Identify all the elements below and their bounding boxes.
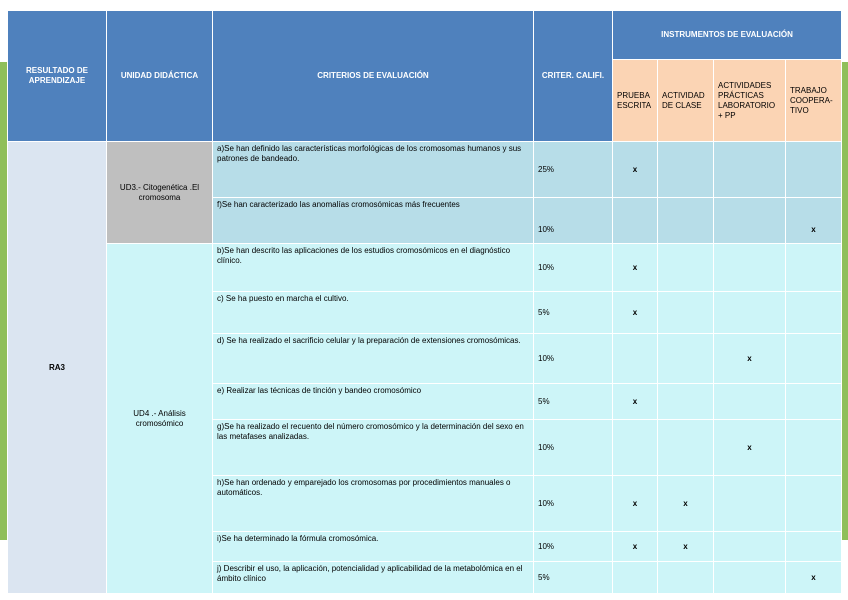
header-actividad-clase: ACTIVIDAD DE CLASE bbox=[658, 60, 714, 142]
header-califica: CRITER. CALIFI. bbox=[534, 11, 613, 142]
mark-actividad bbox=[658, 334, 714, 384]
mark-actividad bbox=[658, 384, 714, 420]
mark-actividad bbox=[658, 292, 714, 334]
header-criterios: CRITERIOS DE EVALUACIÓN bbox=[213, 11, 534, 142]
resultado-ra3: RA3 bbox=[8, 142, 107, 594]
mark-practicas bbox=[714, 142, 786, 198]
mark-prueba bbox=[613, 334, 658, 384]
mark-prueba: x bbox=[613, 292, 658, 334]
mark-prueba: x bbox=[613, 476, 658, 532]
mark-practicas bbox=[714, 244, 786, 292]
mark-actividad bbox=[658, 244, 714, 292]
header-row-top bbox=[8, 11, 842, 60]
criterio-cell: j) Describir el uso, la aplicación, potencialidad y aplicabilidad de la metabolómica en el ámbito clínico bbox=[213, 562, 534, 594]
mark-actividad bbox=[658, 562, 714, 594]
mark-practicas bbox=[714, 476, 786, 532]
mark-trabajo bbox=[786, 476, 842, 532]
mark-prueba bbox=[613, 198, 658, 244]
mark-trabajo: x bbox=[786, 562, 842, 594]
mark-prueba: x bbox=[613, 142, 658, 198]
criterio-cell: i)Se ha determinado la fórmula cromosómica. bbox=[213, 532, 534, 562]
criterio-cell: a)Se han definido las características morfológicas de los cromosomas humanos y sus patrones de bandeado. bbox=[213, 142, 534, 198]
header-resultado: RESULTADO DE APRENDIZAJE bbox=[8, 11, 107, 142]
table-row bbox=[8, 142, 842, 198]
mark-prueba: x bbox=[613, 384, 658, 420]
percent-cell: 10% bbox=[534, 532, 613, 562]
header-trabajo-cooperativo: TRABAJO COOPERA-TIVO bbox=[786, 60, 842, 142]
mark-trabajo bbox=[786, 420, 842, 476]
criterio-cell: h)Se han ordenado y emparejado los cromosomas por procedimientos manuales o automáticos. bbox=[213, 476, 534, 532]
unidad-ud3: UD3.- Citogenética .El cromosoma bbox=[107, 142, 213, 244]
percent-cell: 10% bbox=[534, 198, 613, 244]
percent-cell: 5% bbox=[534, 292, 613, 334]
mark-trabajo: x bbox=[786, 198, 842, 244]
mark-practicas bbox=[714, 532, 786, 562]
header-instrumentos: INSTRUMENTOS DE EVALUACIÓN bbox=[613, 11, 842, 60]
mark-actividad bbox=[658, 420, 714, 476]
criterio-cell: d) Se ha realizado el sacrificio celular y la preparación de extensiones cromosómicas. bbox=[213, 334, 534, 384]
mark-actividad bbox=[658, 198, 714, 244]
criterio-cell: g)Se ha realizado el recuento del número cromosómico y la determinación del sexo en las metafases analizadas. bbox=[213, 420, 534, 476]
mark-actividad: x bbox=[658, 532, 714, 562]
percent-cell: 5% bbox=[534, 562, 613, 594]
mark-practicas bbox=[714, 198, 786, 244]
header-prueba-escrita: PRUEBA ESCRITA bbox=[613, 60, 658, 142]
mark-actividad: x bbox=[658, 476, 714, 532]
percent-cell: 5% bbox=[534, 384, 613, 420]
mark-trabajo bbox=[786, 334, 842, 384]
criterio-cell: f)Se han caracterizado las anomalías cromosómicas más frecuentes bbox=[213, 198, 534, 244]
mark-trabajo bbox=[786, 532, 842, 562]
percent-cell: 25% bbox=[534, 142, 613, 198]
evaluation-table bbox=[7, 10, 842, 594]
mark-practicas bbox=[714, 562, 786, 594]
percent-cell: 10% bbox=[534, 244, 613, 292]
header-unidad: UNIDAD DIDÁCTICA bbox=[107, 11, 213, 142]
criterio-cell: e) Realizar las técnicas de tinción y bandeo cromosómico bbox=[213, 384, 534, 420]
mark-trabajo bbox=[786, 384, 842, 420]
mark-practicas bbox=[714, 384, 786, 420]
criterio-cell: c) Se ha puesto en marcha el cultivo. bbox=[213, 292, 534, 334]
mark-actividad bbox=[658, 142, 714, 198]
mark-trabajo bbox=[786, 142, 842, 198]
mark-prueba bbox=[613, 562, 658, 594]
header-actividades-practicas: ACTIVIDADES PRÁCTICAS LABORATORIO + PP bbox=[714, 60, 786, 142]
mark-practicas: x bbox=[714, 334, 786, 384]
mark-trabajo bbox=[786, 292, 842, 334]
percent-cell: 10% bbox=[534, 334, 613, 384]
criterio-cell: b)Se han descrito las aplicaciones de los estudios cromosómicos en el diagnóstico clínico. bbox=[213, 244, 534, 292]
table-row bbox=[8, 244, 842, 292]
percent-cell: 10% bbox=[534, 476, 613, 532]
mark-prueba bbox=[613, 420, 658, 476]
percent-cell: 10% bbox=[534, 420, 613, 476]
mark-trabajo bbox=[786, 244, 842, 292]
mark-practicas bbox=[714, 292, 786, 334]
mark-practicas: x bbox=[714, 420, 786, 476]
unidad-ud4: UD4 .- Análisis cromosómico bbox=[107, 244, 213, 594]
mark-prueba: x bbox=[613, 532, 658, 562]
mark-prueba: x bbox=[613, 244, 658, 292]
